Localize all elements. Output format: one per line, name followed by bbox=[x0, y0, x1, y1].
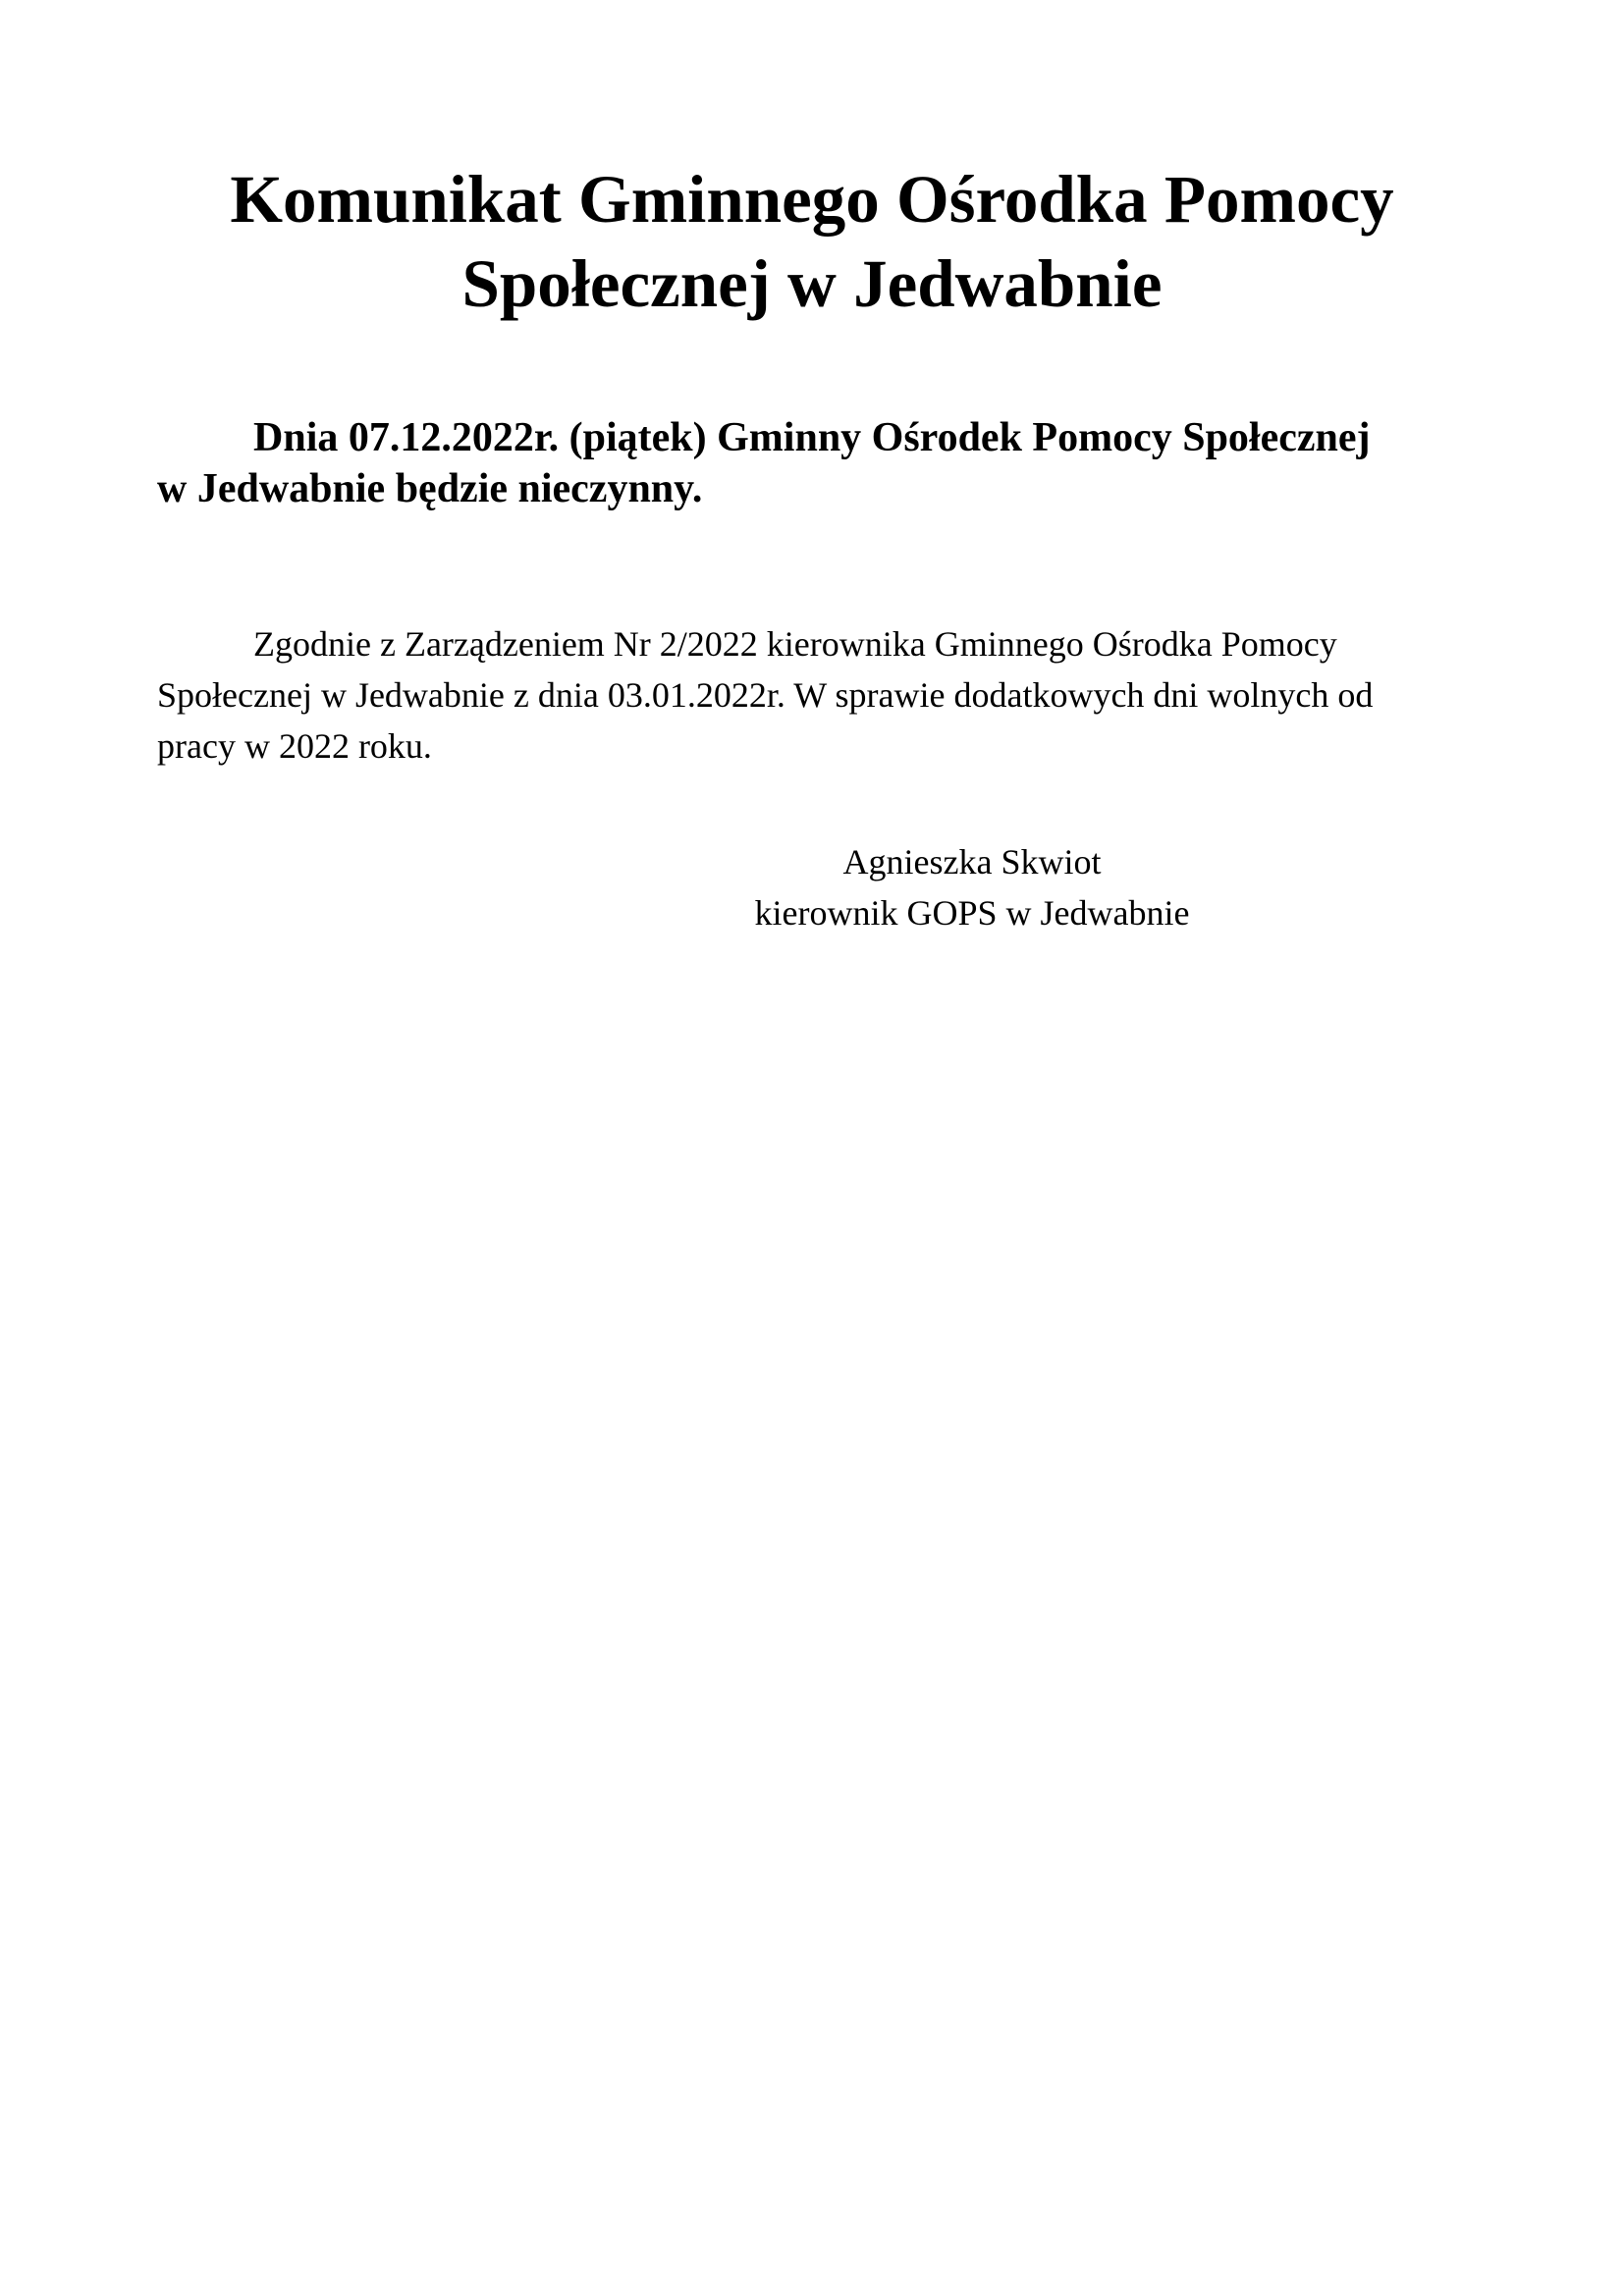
body-line-1: Zgodnie z Zarządzeniem Nr 2/2022 kierownika Gminnego Ośrodka Pomocy bbox=[253, 624, 1337, 664]
page-title bbox=[157, 157, 1467, 326]
title-line-1: Komunikat Gminnego Ośrodka Pomocy bbox=[230, 162, 1394, 237]
legal-basis-paragraph bbox=[157, 618, 1492, 772]
signature-name: Agnieszka Skwiot bbox=[842, 842, 1102, 881]
body-line-2: Społecznej w Jedwabnie z dnia 03.01.2022r. W sprawie dodatkowych dni wolnych od bbox=[157, 675, 1374, 715]
signature-role: kierownik GOPS w Jedwabnie bbox=[754, 893, 1190, 933]
notice-line-2: w Jedwabnie będzie nieczynny. bbox=[157, 466, 703, 511]
signature-block bbox=[589, 836, 1355, 938]
body-line-3: pracy w 2022 roku. bbox=[157, 726, 432, 766]
closure-notice bbox=[157, 412, 1473, 514]
notice-line-1: Dnia 07.12.2022r. (piątek) Gminny Ośrodek Pomocy Społecznej bbox=[253, 415, 1371, 460]
title-line-2: Społecznej w Jedwabnie bbox=[461, 246, 1163, 321]
